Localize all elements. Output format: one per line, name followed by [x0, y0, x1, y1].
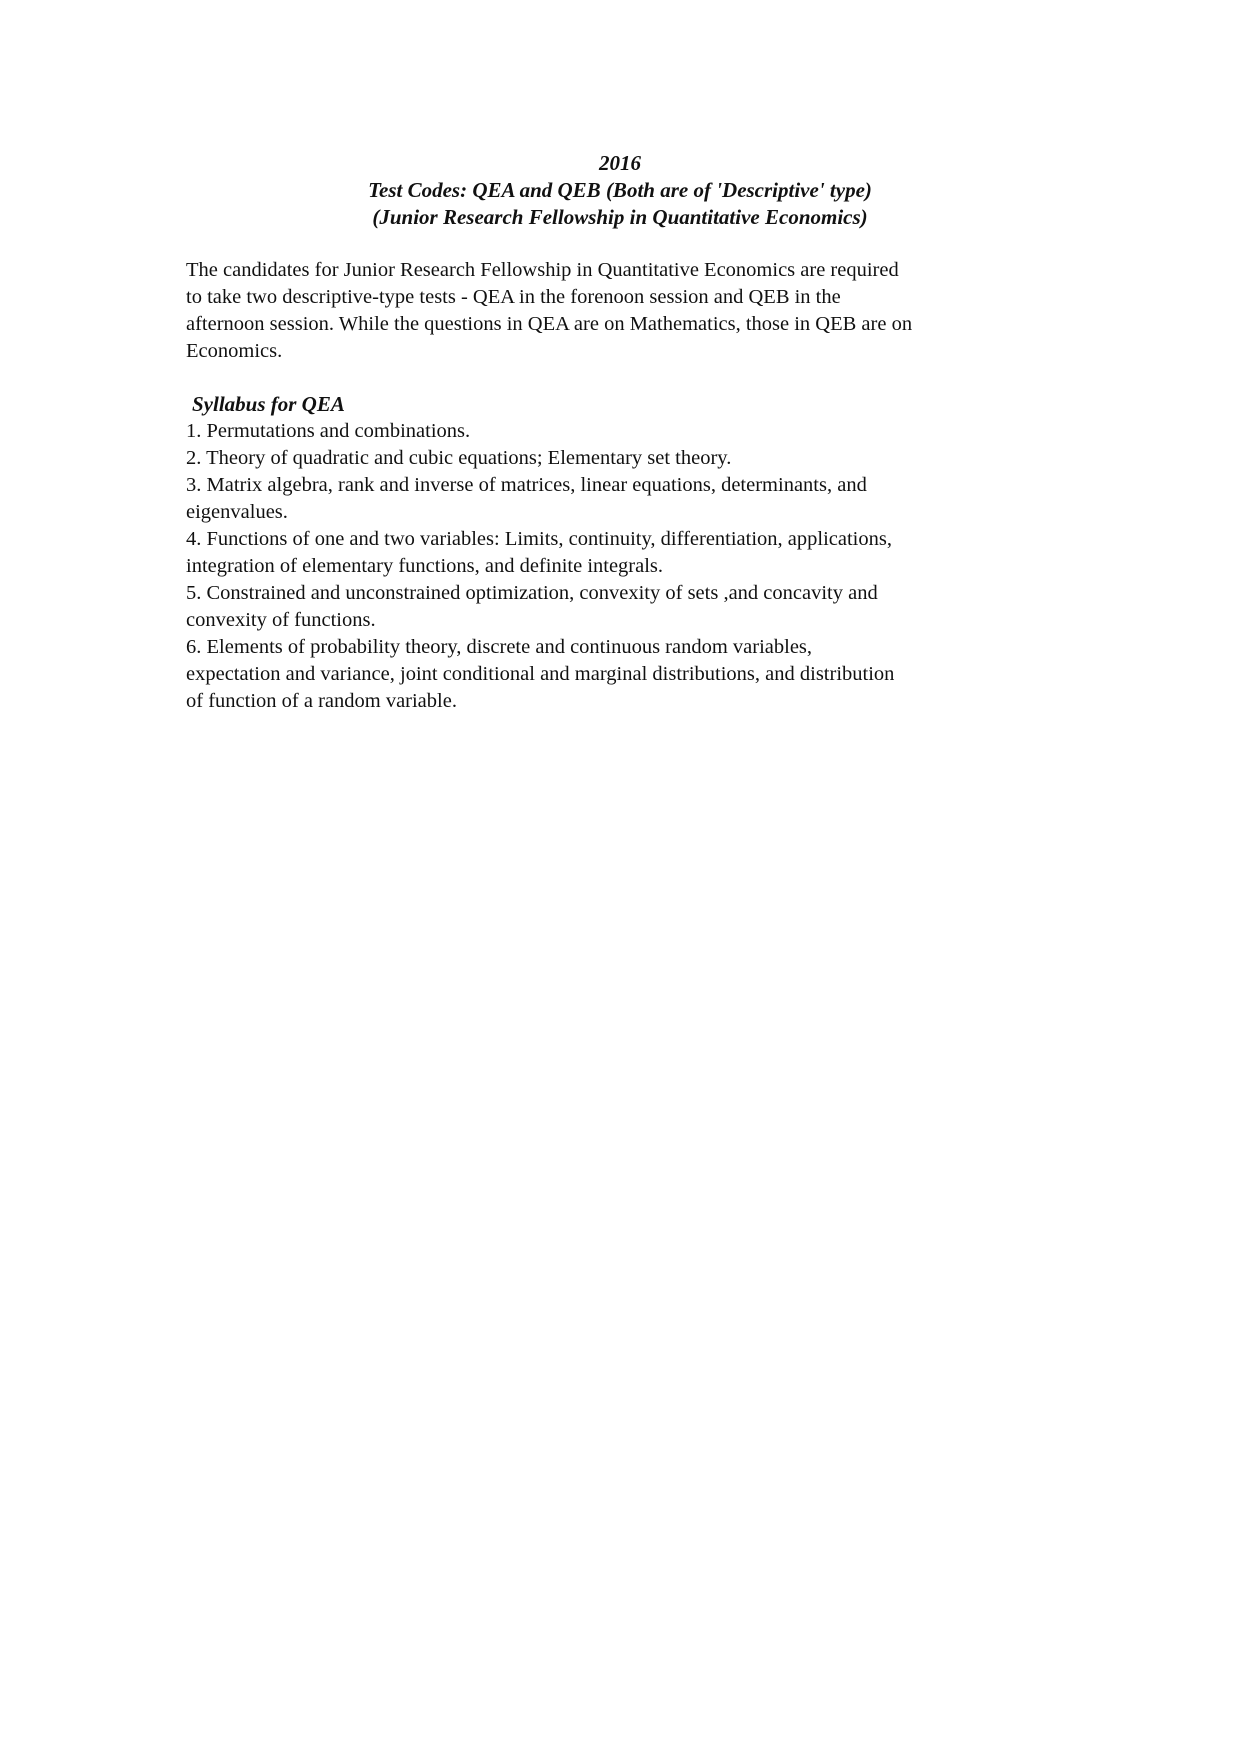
syllabus-line: of function of a random variable. [186, 690, 457, 712]
syllabus-line: 3. Matrix algebra, rank and inverse of matrices, linear equations, determinants, and [186, 474, 867, 496]
syllabus-line: 2. Theory of quadratic and cubic equations; Elementary set theory. [186, 447, 732, 469]
syllabus-title: Syllabus for QEA [192, 392, 345, 416]
intro-line: afternoon session. While the questions in QEA are on Mathematics, those in QEB are on [186, 313, 913, 335]
syllabus-line: 5. Constrained and unconstrained optimization, convexity of sets ,and concavity and [186, 582, 878, 604]
intro-line: Economics. [186, 340, 283, 362]
header-test-codes: Test Codes: QEA and QEB (Both are of 'Descriptive' type) [368, 178, 872, 202]
intro-line: to take two descriptive-type tests - QEA in the forenoon session and QEB in the [186, 286, 841, 308]
syllabus-list [186, 418, 1054, 715]
syllabus-line: 4. Functions of one and two variables: Limits, continuity, differentiation, applications, [186, 528, 892, 550]
syllabus-line: integration of elementary functions, and definite integrals. [186, 555, 664, 577]
intro-paragraph [186, 257, 1054, 365]
header-year: 2016 [599, 151, 641, 175]
syllabus-line: 1. Permutations and combinations. [186, 420, 471, 442]
intro-line: The candidates for Junior Research Fellowship in Quantitative Economics are required [186, 259, 899, 281]
document-header [186, 150, 1054, 231]
syllabus-line: 6. Elements of probability theory, discrete and continuous random variables, [186, 636, 813, 658]
syllabus-line: convexity of functions. [186, 609, 376, 631]
syllabus-line: eigenvalues. [186, 501, 288, 523]
syllabus-line: expectation and variance, joint conditional and marginal distributions, and distribution [186, 663, 895, 685]
header-program: (Junior Research Fellowship in Quantitative Economics) [372, 205, 868, 229]
